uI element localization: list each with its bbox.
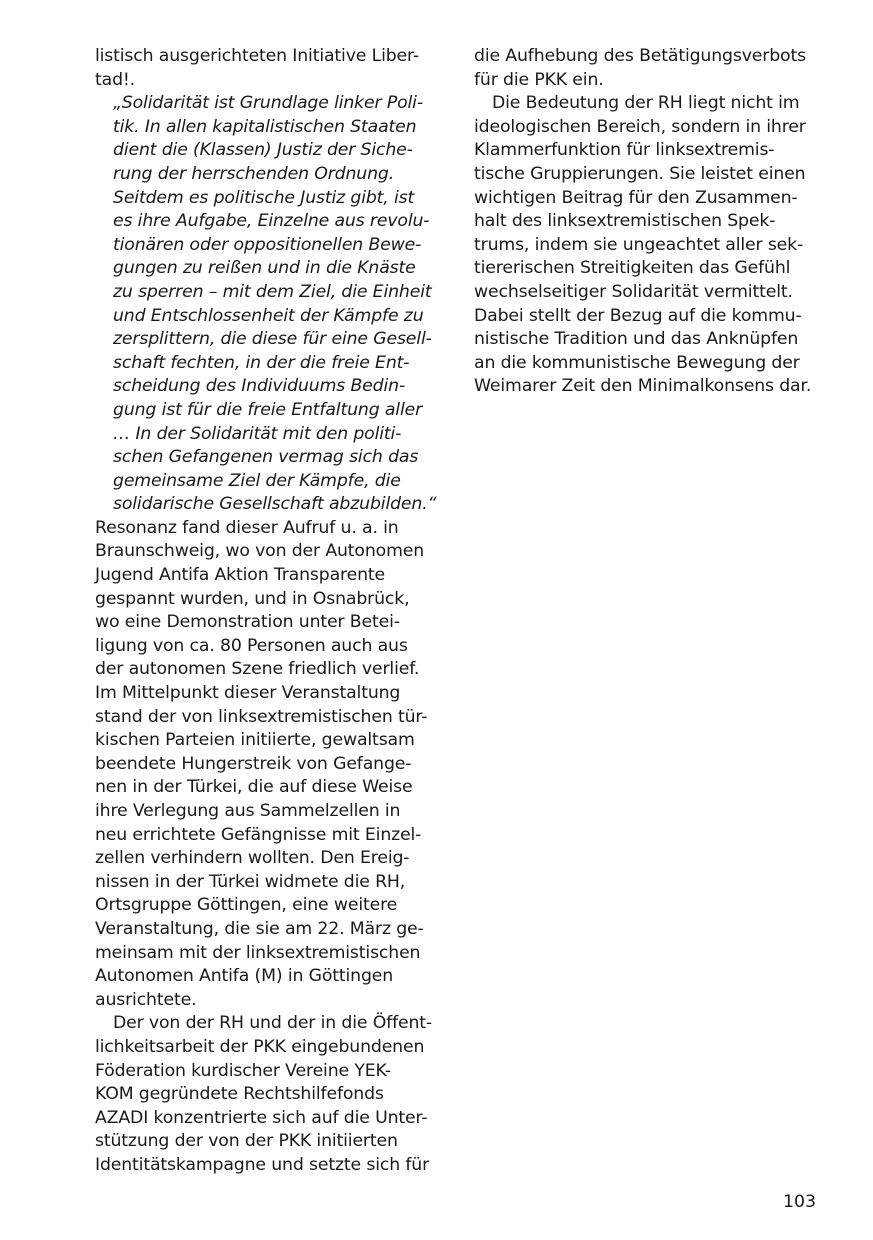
- quote-line: gemeinsame Ziel der Kämpfe, die: [113, 470, 401, 491]
- quote-line: gung ist für die freie Entfaltung aller: [113, 399, 423, 420]
- text-line: die Aufhebung des Betätigungsverbots: [474, 46, 806, 66]
- text-line: nissen in der Türkei widmete die RH,: [95, 871, 406, 892]
- quote-line: schen Gefangenen vermag sich das: [113, 447, 419, 468]
- quote-line: … In der Solidarität mit den politi-: [113, 423, 402, 444]
- text-line: ligung von ca. 80 Personen auch aus: [95, 635, 408, 656]
- paragraph-continuation: [474, 45, 824, 92]
- quote-line: und Entschlossenheit der Kämpfe zu: [113, 305, 424, 326]
- paragraph-azadi: [95, 1012, 445, 1177]
- text-line: an die kommunistische Bewegung der: [474, 352, 800, 373]
- text-line: Der von der RH und der in die Öffent-: [113, 1013, 433, 1034]
- quote-line: rung der herrschenden Ordnung.: [113, 163, 395, 184]
- quote-line: dient die (Klassen) Justiz der Siche-: [113, 140, 413, 161]
- text-line: trums, indem sie ungeachtet aller sek-: [474, 234, 804, 255]
- text-line: Veranstaltung, die sie am 22. März ge-: [95, 918, 424, 939]
- text-line: neu errichtete Gefängnisse mit Einzel-: [95, 824, 422, 845]
- text-line: für die PKK ein.: [474, 69, 604, 90]
- text-line: Föderation kurdischer Vereine YEK-: [95, 1060, 391, 1081]
- text-line: Jugend Antifa Aktion Transparente: [95, 565, 386, 586]
- quote-line: scheidung des Individuums Bedin-: [113, 376, 406, 397]
- text-line: Im Mittelpunkt dieser Veranstaltung: [95, 683, 401, 704]
- text-line: Braunschweig, wo von der Autonomen: [95, 541, 425, 562]
- quote-line: Seitdem es politische Justiz gibt, ist: [113, 187, 415, 208]
- text-line: kischen Parteien initiierte, gewaltsam: [95, 730, 415, 751]
- text-line: gespannt wurden, und in Osnabrück,: [95, 588, 410, 609]
- text-line: tiererischen Streitigkeiten das Gefühl: [474, 258, 791, 279]
- text-line: Ortsgruppe Göttingen, eine weitere: [95, 895, 398, 916]
- right-column: [474, 45, 824, 399]
- text-line: stützung der von der PKK initiierten: [95, 1131, 398, 1152]
- quote-line: tik. In allen kapitalistischen Staaten: [113, 116, 417, 137]
- text-line: ideologischen Bereich, sondern in ihrer: [474, 116, 806, 137]
- text-line: Die Bedeutung der RH liegt nicht im: [492, 93, 800, 114]
- text-line: Weimarer Zeit den Minimalkonsens dar.: [474, 376, 812, 397]
- quote-line: tionären oder oppositionellen Bewe-: [113, 234, 422, 255]
- text-line: wichtigen Beitrag für den Zusammen-: [474, 187, 798, 208]
- paragraph-significance: [474, 92, 824, 399]
- left-column: [95, 45, 445, 1178]
- solidarity-quote: [95, 92, 445, 517]
- text-line: listisch ausgerichteten Initiative Liber-: [95, 46, 419, 66]
- text-line: ihre Verlegung aus Sammelzellen in: [95, 801, 401, 821]
- text-line: zellen verhindern wollten. Den Ereig-: [95, 848, 410, 869]
- text-line: wechselseitiger Solidarität vermittelt.: [474, 281, 793, 302]
- paragraph-continuation: [95, 45, 445, 92]
- quote-line: solidarische Gesellschaft abzubilden.“: [113, 494, 437, 515]
- quote-line: zu sperren – mit dem Ziel, die Einheit: [113, 281, 432, 302]
- quote-line: es ihre Aufgabe, Einzelne aus revolu-: [113, 211, 430, 232]
- quote-line: „Solidarität ist Grundlage linker Poli-: [113, 93, 423, 114]
- text-line: KOM gegründete Rechtshilfefonds: [95, 1084, 384, 1105]
- text-line: meinsam mit der linksextremistischen: [95, 942, 421, 963]
- text-line: Klammerfunktion für linksextremis-: [474, 140, 775, 161]
- quote-line: gungen zu reißen und in die Knäste: [113, 258, 416, 279]
- text-line: halt des linksextremistischen Spek-: [474, 211, 776, 232]
- text-line: AZADI konzentrierte sich auf die Unter-: [95, 1107, 428, 1128]
- page-number: 103: [783, 1192, 816, 1212]
- text-line: Autonomen Antifa (M) in Göttingen: [95, 966, 394, 987]
- text-line: nistische Tradition und das Anknüpfen: [474, 329, 799, 350]
- text-line: Dabei stellt der Bezug auf die kommu-: [474, 305, 802, 326]
- text-line: Identitätskampagne und setzte sich für: [95, 1154, 430, 1175]
- text-line: beendete Hungerstreik von Gefange-: [95, 753, 412, 774]
- quote-line: zersplittern, die diese für eine Gesell-: [113, 329, 432, 350]
- paragraph-resonance: [95, 517, 445, 1012]
- text-line: tische Gruppierungen. Sie leistet einen: [474, 163, 806, 184]
- text-line: Resonanz fand dieser Aufruf u. a. in: [95, 517, 399, 538]
- text-line: wo eine Demonstration unter Betei-: [95, 612, 400, 633]
- text-line: stand der von linksextremistischen tür-: [95, 706, 428, 727]
- quote-line: schaft fechten, in der die freie Ent-: [113, 352, 410, 373]
- text-line: lichkeitsarbeit der PKK eingebundenen: [95, 1036, 425, 1057]
- text-line: nen in der Türkei, die auf diese Weise: [95, 777, 413, 798]
- text-line: ausrichtete.: [95, 989, 197, 1010]
- text-line: der autonomen Szene friedlich verlief.: [95, 659, 420, 680]
- text-line: tad!.: [95, 69, 136, 90]
